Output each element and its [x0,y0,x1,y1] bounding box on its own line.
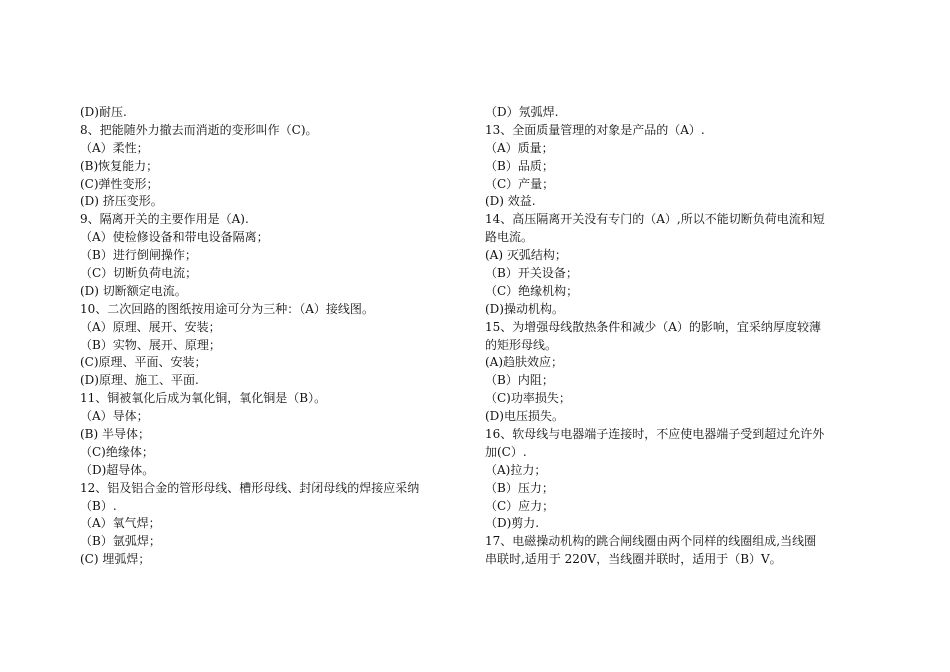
right-column-line: 13、全面质量管理的对象是产品的（A）. [485,122,705,137]
right-column-line: (A) 灭弧结构； [485,248,567,263]
right-column-line: 16、软母线与电器端子连接时，不应使电器端子受到超过允许外 [485,427,825,442]
right-column-line: （D)剪力. [485,516,540,531]
left-column-line: (D)耐压. [80,105,127,119]
left-column-line: （A）导体； [80,409,149,424]
right-column-line: （C）绝缘机构； [485,283,579,298]
right-column-line: （B）压力； [485,480,554,495]
left-column-line: （C)绝缘体； [80,444,154,459]
right-column-line: （C）应力； [485,498,555,513]
left-column-line: （A）原理、展开、安装； [80,319,221,334]
right-column-line: (D)电压损失。 [485,409,564,424]
left-column-line: （B）进行倒闸操作； [80,248,197,263]
right-column-line: （D）氖弧焊. [485,105,559,119]
right-column-line: （B）品质； [485,158,554,173]
right-column-line: 15、为增强母线散热条件和减少（A）的影响，宜采纳厚度较薄 [485,319,821,334]
right-column-line: （A）质量； [485,140,554,155]
right-column-line: 路电流。 [485,230,534,245]
right-column-line: 的矩形母线。 [485,337,558,352]
right-column-line: （A)拉力； [485,462,547,477]
left-column-line: (D) 切断额定电流。 [80,283,187,298]
left-column-line: （C）切断负荷电流； [80,266,198,281]
left-column-line: （A）氧气焊； [80,516,161,531]
left-column-line: 12、铝及铝合金的管形母线、槽形母线、封闭母线的焊接应采纳 [80,480,420,495]
right-column-line: (D)操动机构。 [485,301,564,316]
left-column-line: (D)原理、施工、平面. [80,373,199,388]
left-column-line: (D) 挤压变形。 [80,194,163,209]
right-column-line: 加(C）. [485,444,527,459]
left-column-line: 8、把能随外力撤去而消逝的变形叫作（C)。 [80,122,318,137]
left-column-line: (C)弹性变形； [80,176,159,191]
left-column-line: (B)恢复能力； [80,158,159,173]
right-column-line: (A)趋肤效应； [485,355,564,370]
right-column-line: （C）产量； [485,176,555,191]
right-column-line: (D) 效益. [485,194,536,209]
left-column-line: （B）氩弧焊； [80,534,161,549]
left-text-column [80,104,470,569]
right-column-line: （B）内阻； [485,373,554,388]
left-column-line: 9、隔离开关的主要作用是（A). [80,212,249,227]
left-column-line: (C) 埋弧焊； [80,552,151,567]
left-column-line: (B) 半导体； [80,427,150,442]
left-column-line: 10、二次回路的图纸按用途可分为三种：（A）接线图。 [80,301,374,316]
right-column-line: （B）开关设备； [485,266,578,281]
left-column-line: (C)原理、平面、安装； [80,355,207,370]
left-column-line: （B）. [80,498,117,513]
right-column-line: （C)功率损失； [485,391,571,406]
right-column-line: 串联时,适用于 220V，当线圈并联时，适用于（B）V。 [485,552,782,567]
left-column-line: 11、铜被氧化后成为氧化铜，氧化铜是（B）。 [80,391,327,406]
left-column-line: （A）柔性； [80,140,149,155]
left-column-line: （D)超导体。 [80,462,155,477]
right-column-line: 17、电磁操动机构的跳合闸线圈由两个同样的线圈组成,当线圈 [485,534,817,549]
left-column-line: （A）使检修设备和带电设备隔离； [80,230,269,245]
right-text-column [485,104,880,569]
left-column-line: （B）实物、展开、原理； [80,337,221,352]
right-column-line: 14、高压隔离开关没有专门的（A）,所以不能切断负荷电流和短 [485,212,825,227]
